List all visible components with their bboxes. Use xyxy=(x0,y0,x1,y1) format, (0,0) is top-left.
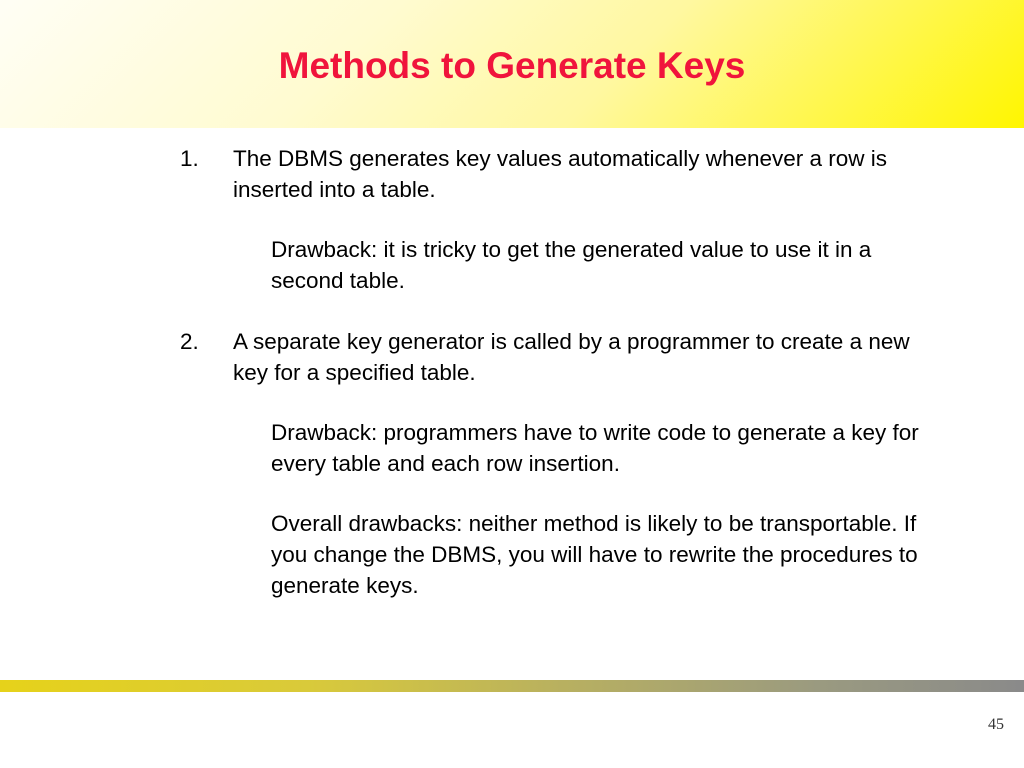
list-item-1 xyxy=(180,143,950,205)
drawback-note: Drawback: programmers have to write code to generate a key for every table and each row insertion. xyxy=(271,420,919,476)
slide-title: Methods to Generate Keys xyxy=(278,45,746,86)
drawback-note: Drawback: it is tricky to get the generated value to use it in a second table. xyxy=(271,237,872,293)
list-item-number: 1. xyxy=(180,146,199,171)
list-item-text: The DBMS generates key values automatically whenever a row is inserted into a table. xyxy=(233,146,888,202)
footer-divider-bar xyxy=(0,680,1024,692)
title-banner xyxy=(0,0,1024,128)
list-item-number: 2. xyxy=(180,329,199,354)
list-item-2 xyxy=(180,326,950,388)
page-number: 45 xyxy=(988,716,1004,733)
slide-body xyxy=(180,143,950,601)
list-item-text: A separate key generator is called by a programmer to create a new key for a specified table. xyxy=(233,329,910,385)
overall-drawbacks-note: Overall drawbacks: neither method is likely to be transportable. If you change the DBMS, you will have to rewrite the procedures to generate keys. xyxy=(271,511,918,598)
